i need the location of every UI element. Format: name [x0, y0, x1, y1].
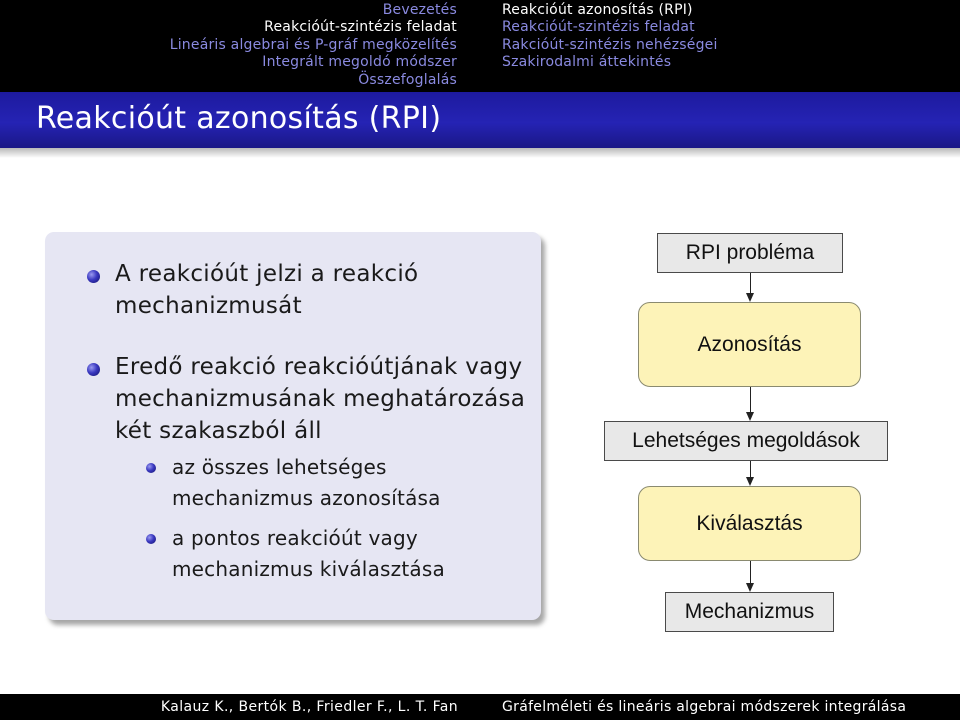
- flowchart-arrow-head: [746, 583, 754, 592]
- subbullet-item-1: [172, 452, 441, 514]
- flowchart-arrow-head: [746, 293, 754, 302]
- flowchart-arrow: [750, 387, 751, 412]
- nav-section-linearis-algebra[interactable]: Lineáris algebrai és P-gráf megközelítés: [169, 36, 457, 53]
- nav-subsection-feladat[interactable]: Reakcióút-szintézis feladat: [502, 19, 695, 36]
- rpi-flowchart: [600, 230, 900, 640]
- nav-subsection-rpi[interactable]: Reakcióút azonosítás (RPI): [502, 2, 693, 18]
- bullet-item-2: [115, 351, 525, 447]
- bullet-item-1-line-1: A reakcióút jelzi a reakció: [115, 261, 419, 287]
- subbullet-item-1-line-2: mechanizmus azonosítása: [172, 486, 441, 510]
- nav-section-bevezetes[interactable]: Bevezetés: [382, 2, 457, 18]
- footer-talk-title: Gráfelméleti és lineáris algebrai módszerek integrálása: [502, 699, 907, 715]
- flowchart-arrow-head: [746, 412, 754, 421]
- content-block: [45, 232, 541, 620]
- title-shadow: [0, 148, 960, 158]
- flowchart-arrow-head: [746, 477, 754, 486]
- subbullet-item-2: [172, 523, 445, 585]
- bullet-item-2-line-3: két szakaszból áll: [115, 418, 322, 444]
- footer-bar: [0, 694, 960, 720]
- flowchart-arrow: [750, 461, 751, 477]
- bullet-item-2-line-1: Eredő reakció reakcióútjának vagy: [115, 354, 523, 380]
- flowchart-arrow: [750, 273, 751, 293]
- nav-subsection-nehezsegei[interactable]: Rakcióút-szintézis nehézségei: [502, 36, 718, 53]
- flowchart-arrow: [750, 561, 751, 583]
- flowchart-box-azonositas: Azonosítás: [638, 302, 861, 387]
- bullet-icon: [87, 363, 100, 376]
- nav-section-osszefoglalas[interactable]: Összefoglalás: [358, 71, 457, 88]
- nav-subsection-szakirodalom[interactable]: Szakirodalmi áttekintés: [502, 54, 672, 71]
- footer-authors: Kalauz K., Bertók B., Friedler F., L. T. Fan: [160, 699, 458, 715]
- bullet-item-1: [115, 258, 418, 322]
- flowchart-box-kivalasztas: Kiválasztás: [638, 486, 861, 561]
- navigation-bar: [0, 0, 960, 92]
- subbullet-item-2-line-2: mechanizmus kiválasztása: [172, 557, 445, 581]
- subbullet-icon: [146, 463, 156, 473]
- frame-title-bar: [0, 92, 960, 148]
- frame-title: Reakcióút azonosítás (RPI): [36, 101, 442, 136]
- nav-section-integralt-modszer[interactable]: Integrált megoldó módszer: [262, 54, 457, 71]
- bullet-item-1-line-2: mechanizmusát: [115, 293, 302, 319]
- flowchart-box-mechanizmus: Mechanizmus: [665, 592, 834, 632]
- flowchart-box-lehetseges-megoldasok: Lehetséges megoldások: [604, 421, 888, 461]
- flowchart-box-rpi-problema: RPI probléma: [657, 233, 843, 273]
- subsection-navigation: [480, 0, 960, 92]
- section-navigation: [0, 0, 480, 92]
- subbullet-item-1-line-1: az összes lehetséges: [172, 455, 387, 479]
- nav-section-reakciout-szintezis[interactable]: Reakcióút-szintézis feladat: [264, 19, 457, 36]
- subbullet-icon: [146, 534, 156, 544]
- bullet-icon: [87, 270, 100, 283]
- subbullet-item-2-line-1: a pontos reakcióút vagy: [172, 526, 418, 550]
- bullet-item-2-line-2: mechanizmusának meghatározása: [115, 386, 526, 412]
